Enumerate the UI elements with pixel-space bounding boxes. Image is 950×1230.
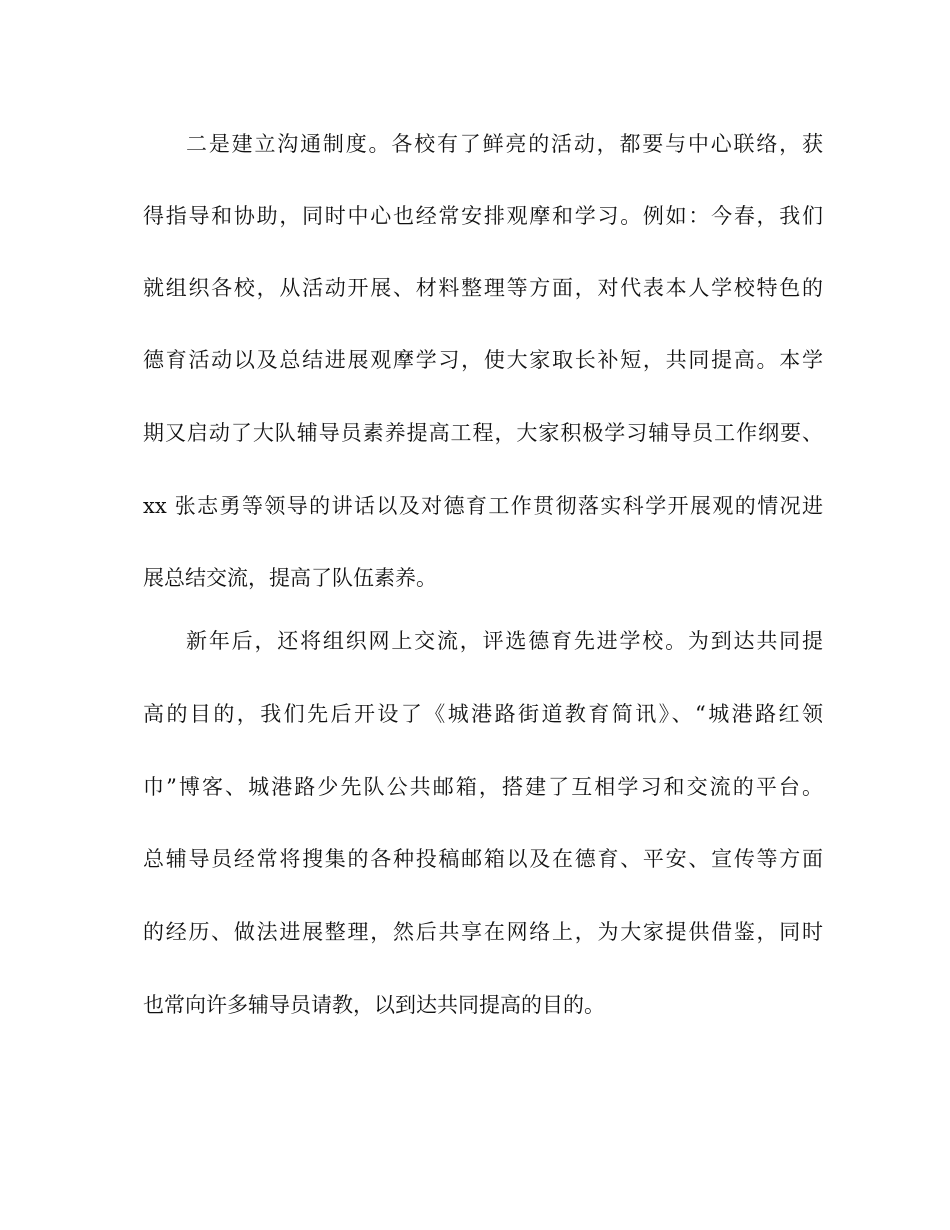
paragraph-line: xx 张志勇等领导的讲话以及对德育工作贯彻落实科学开展观的情况进 (143, 494, 823, 518)
paragraph-line: 期又启动了大队辅导员素养提高工程，大家积极学习辅导员工作纲要、 (143, 421, 823, 445)
paragraph-line: 二是建立沟通制度。各校有了鲜亮的活动，都要与中心联络，获 (186, 132, 823, 156)
paragraph-line: 巾”博客、城港路少先队公共邮箱，搭建了互相学习和交流的平台。 (143, 775, 823, 799)
paragraph-line: 新年后，还将组织网上交流，评选德育先进学校。为到达共同提 (186, 629, 823, 653)
paragraph-line: 高的目的，我们先后开设了《城港路街道教育简讯》、“城港路红领 (143, 702, 823, 726)
paragraph-line: 展总结交流，提高了队伍素养。 (143, 566, 437, 590)
paragraph-line: 得指导和协助，同时中心也经常安排观摩和学习。例如：今春，我们 (143, 204, 823, 228)
paragraph-line: 德育活动以及总结进展观摩学习，使大家取长补短，共同提高。本学 (143, 348, 823, 372)
paragraph-line: 的经历、做法进展整理，然后共享在网络上，为大家提供借鉴，同时 (143, 920, 823, 944)
paragraph-line: 也常向许多辅导员请教，以到达共同提高的目的。 (143, 993, 605, 1017)
paragraph-line: 总辅导员经常将搜集的各种投稿邮箱以及在德育、平安、宣传等方面 (143, 847, 823, 871)
paragraph-line: 就组织各校，从活动开展、材料整理等方面，对代表本人学校特色的 (143, 276, 823, 300)
